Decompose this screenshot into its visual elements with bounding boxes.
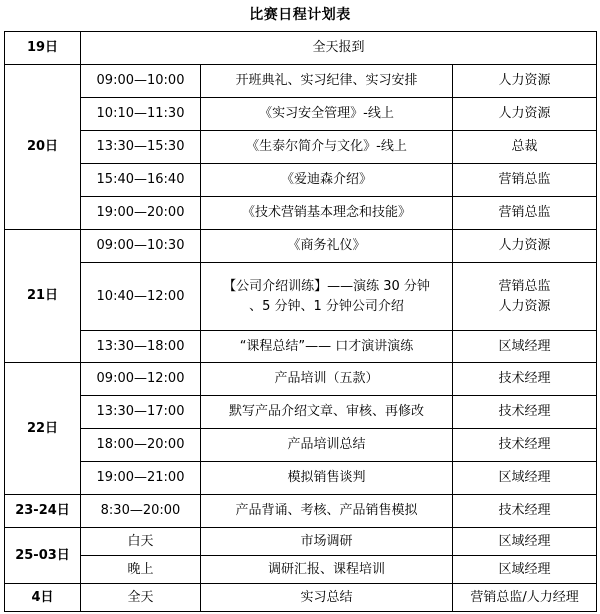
time-cell: 全天 — [81, 584, 201, 612]
content-cell: 《商务礼仪》 — [201, 230, 453, 263]
content-cell: 实习总结 — [201, 584, 453, 612]
time-cell: 18:00—20:00 — [81, 429, 201, 462]
day-cell: 21日 — [5, 230, 81, 363]
table-row — [5, 495, 597, 528]
content-cell: 《爱迪森介绍》 — [201, 164, 453, 197]
time-cell: 19:00—21:00 — [81, 462, 201, 495]
table-row — [5, 556, 597, 584]
time-cell: 15:40—16:40 — [81, 164, 201, 197]
day-cell: 20日 — [5, 65, 81, 230]
owner-cell: 区域经理 — [453, 528, 597, 556]
content-cell: 默写产品介绍文章、审核、再修改 — [201, 396, 453, 429]
table-row — [5, 429, 597, 462]
table-row — [5, 164, 597, 197]
table-row — [5, 363, 597, 396]
owner-line: 营销总监 — [498, 278, 551, 294]
owner-cell: 营销总监/人力经理 — [453, 584, 597, 612]
time-cell: 8:30—20:00 — [81, 495, 201, 528]
day-cell: 25-03日 — [5, 528, 81, 584]
owner-cell: 区域经理 — [453, 462, 597, 495]
owner-cell: 区域经理 — [453, 556, 597, 584]
table-row — [5, 131, 597, 164]
content-cell — [201, 263, 453, 331]
owner-cell: 技术经理 — [453, 396, 597, 429]
owner-cell: 人力资源 — [453, 98, 597, 131]
owner-line: 人力资源 — [498, 298, 551, 314]
table-row — [5, 263, 597, 331]
table-row — [5, 65, 597, 98]
time-cell: 10:40—12:00 — [81, 263, 201, 331]
time-cell: 13:30—15:30 — [81, 131, 201, 164]
owner-cell — [453, 263, 597, 331]
time-cell: 白天 — [81, 528, 201, 556]
owner-cell: 营销总监 — [453, 164, 597, 197]
content-cell: 产品培训（五款） — [201, 363, 453, 396]
table-row — [5, 98, 597, 131]
day-cell: 19日 — [5, 32, 81, 65]
table-row — [5, 197, 597, 230]
owner-cell: 营销总监 — [453, 197, 597, 230]
time-cell: 13:30—18:00 — [81, 331, 201, 363]
table-row — [5, 584, 597, 612]
time-cell: 13:30—17:00 — [81, 396, 201, 429]
table-row — [5, 331, 597, 363]
owner-cell: 技术经理 — [453, 429, 597, 462]
content-cell: 开班典礼、实习纪律、实习安排 — [201, 65, 453, 98]
full-day-cell: 全天报到 — [81, 32, 597, 65]
owner-cell: 总裁 — [453, 131, 597, 164]
time-cell: 09:00—10:30 — [81, 230, 201, 263]
content-cell: 产品培训总结 — [201, 429, 453, 462]
content-cell: 产品背诵、考核、产品销售模拟 — [201, 495, 453, 528]
owner-cell: 技术经理 — [453, 495, 597, 528]
day-cell: 23-24日 — [5, 495, 81, 528]
content-cell: 模拟销售谈判 — [201, 462, 453, 495]
content-line: 【公司介绍训练】——演练 30 分钟 — [223, 278, 430, 294]
table-row — [5, 230, 597, 263]
content-cell: 《生泰尔简介与文化》-线上 — [201, 131, 453, 164]
owner-cell: 人力资源 — [453, 230, 597, 263]
day-cell: 22日 — [5, 363, 81, 495]
table-row — [5, 396, 597, 429]
content-cell: 《技术营销基本理念和技能》 — [201, 197, 453, 230]
owner-cell: 区域经理 — [453, 331, 597, 363]
table-row — [5, 462, 597, 495]
table-row — [5, 528, 597, 556]
content-cell: 调研汇报、课程培训 — [201, 556, 453, 584]
schedule-table — [4, 31, 597, 612]
time-cell: 10:10—11:30 — [81, 98, 201, 131]
page-title: 比赛日程计划表 — [249, 7, 351, 23]
time-cell: 19:00—20:00 — [81, 197, 201, 230]
time-cell: 晚上 — [81, 556, 201, 584]
content-line: 、5 分钟、1 分钟公司介绍 — [249, 298, 404, 314]
content-cell: “课程总结”—— 口才演讲演练 — [201, 331, 453, 363]
owner-cell: 技术经理 — [453, 363, 597, 396]
content-cell: 《实习安全管理》-线上 — [201, 98, 453, 131]
day-cell: 4日 — [5, 584, 81, 612]
content-cell: 市场调研 — [201, 528, 453, 556]
time-cell: 09:00—10:00 — [81, 65, 201, 98]
owner-cell: 人力资源 — [453, 65, 597, 98]
table-row — [5, 32, 597, 65]
time-cell: 09:00—12:00 — [81, 363, 201, 396]
